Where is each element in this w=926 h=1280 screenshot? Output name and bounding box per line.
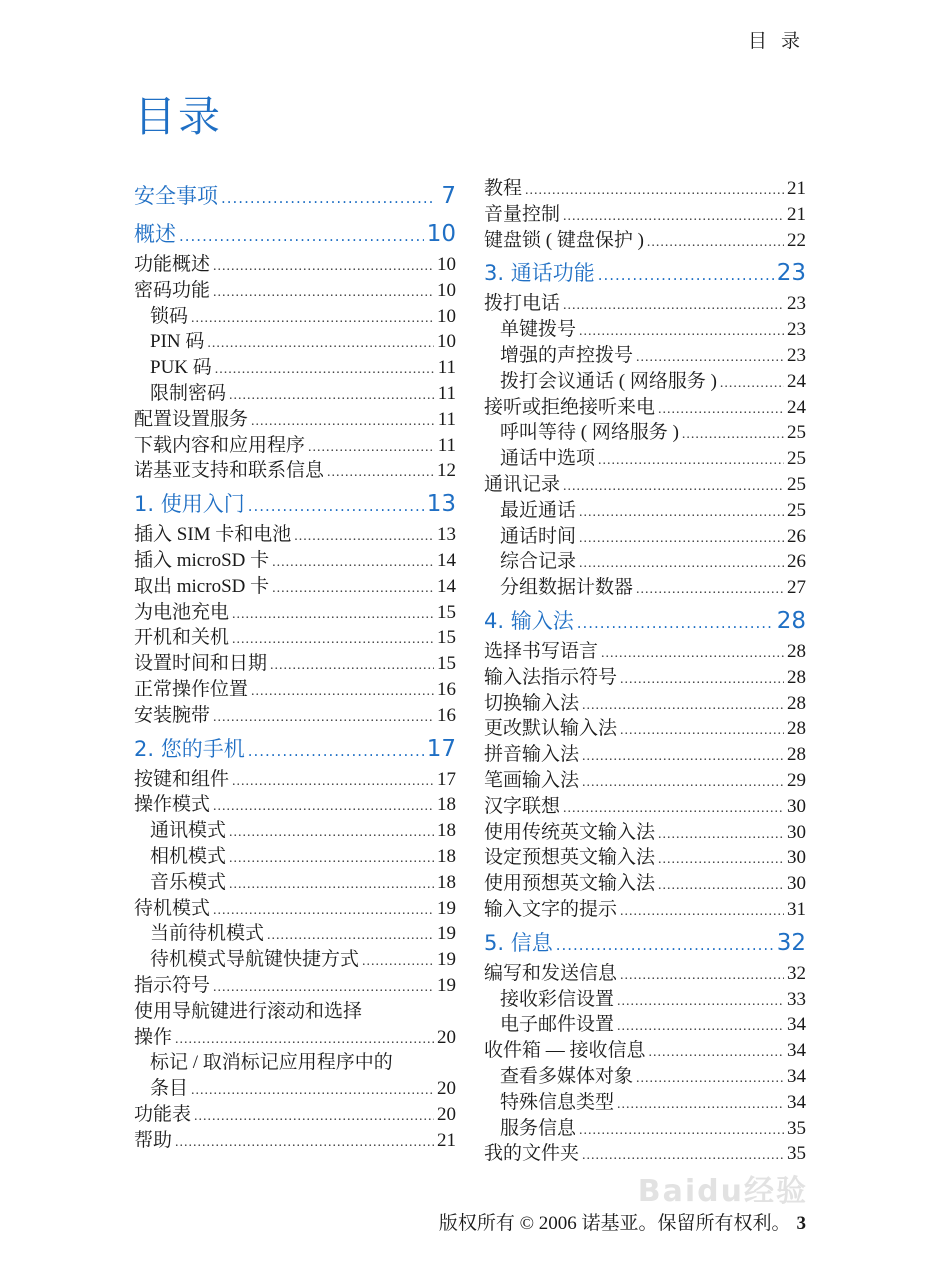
entry-title: 音乐模式: [150, 871, 227, 893]
toc-entry[interactable]: [134, 896, 456, 922]
entry-page: 19: [437, 897, 456, 919]
toc-entry[interactable]: [484, 498, 806, 524]
dot-leader: [525, 178, 784, 204]
toc-entry[interactable]: [484, 961, 806, 987]
entry-title: 2. 您的手机: [134, 736, 245, 761]
entry-title: 我的文件夹: [484, 1143, 580, 1165]
dot-leader: [229, 846, 434, 872]
entry-title: 使用预想英文输入法: [484, 873, 656, 895]
toc-entry[interactable]: [484, 742, 806, 768]
entry-title: 收件箱 — 接收信息: [484, 1040, 646, 1062]
page-title: 目录: [134, 92, 223, 141]
dot-leader: [213, 705, 434, 731]
entry-title: 使用导航键进行滚动和选择: [134, 1000, 363, 1022]
toc-entry[interactable]: [484, 524, 806, 550]
toc-entry[interactable]: [484, 228, 806, 254]
toc-entry[interactable]: [134, 1128, 456, 1154]
dot-leader: [294, 524, 434, 550]
entry-page: 23: [787, 293, 806, 315]
dot-leader: [194, 1104, 434, 1130]
toc-entry[interactable]: [134, 600, 456, 626]
toc-entry[interactable]: [484, 768, 806, 794]
entry-title: 更改默认输入法: [484, 718, 618, 740]
entry-title: 通讯记录: [484, 473, 561, 495]
entry-page: 14: [437, 575, 456, 597]
toc-entry[interactable]: [484, 1038, 806, 1064]
dot-leader: [213, 280, 434, 306]
entry-title: 汉字联想: [484, 795, 561, 817]
entry-page: 30: [787, 821, 806, 843]
entry-page: 17: [437, 768, 456, 790]
dot-leader: [308, 435, 435, 461]
toc-entry[interactable]: [134, 999, 456, 1051]
dot-leader: [658, 397, 784, 423]
dot-leader: [248, 733, 424, 769]
dot-leader: [191, 1078, 434, 1104]
dot-leader: [232, 602, 434, 628]
entry-page: 18: [437, 845, 456, 867]
dot-leader: [556, 927, 774, 963]
dot-leader: [636, 345, 784, 371]
dot-leader: [579, 500, 784, 526]
entry-title: 操作模式: [134, 794, 211, 816]
entry-page: 26: [787, 551, 806, 573]
entry-page: 21: [787, 178, 806, 199]
toc-entry[interactable]: [484, 987, 806, 1013]
dot-leader: [229, 820, 434, 846]
toc-entry[interactable]: [484, 871, 806, 897]
toc-entry[interactable]: [484, 691, 806, 717]
entry-page: 28: [776, 607, 806, 634]
entry-title: 相机模式: [150, 845, 227, 867]
dot-leader: [579, 551, 784, 577]
entry-title: 接听或拒绝接听来电: [484, 396, 656, 418]
dot-leader: [636, 1066, 784, 1092]
entry-title: 教程: [484, 178, 523, 199]
dot-leader: [720, 371, 784, 397]
entry-title: 音量控制: [484, 203, 561, 225]
entry-page: 11: [437, 434, 456, 456]
entry-page: 24: [787, 370, 806, 392]
toc-entry[interactable]: [134, 522, 456, 548]
entry-page: 20: [437, 1103, 456, 1125]
dot-leader: [620, 667, 784, 693]
entry-title-cont: 条目: [150, 1078, 189, 1100]
entry-title: 5. 信息: [484, 930, 553, 955]
entry-page: 27: [787, 577, 806, 599]
toc-entry[interactable]: [484, 1090, 806, 1116]
entry-page: 30: [787, 873, 806, 895]
entry-page: 28: [787, 718, 806, 740]
dot-leader: [272, 550, 434, 576]
dot-leader: [658, 873, 784, 899]
toc-entry[interactable]: [484, 202, 806, 228]
dot-leader: [617, 1092, 784, 1118]
toc-section[interactable]: [134, 216, 456, 252]
entry-page: 34: [787, 1091, 806, 1113]
toc-entry[interactable]: [134, 329, 456, 355]
toc-entry[interactable]: [484, 897, 806, 923]
toc-entry[interactable]: [134, 458, 456, 484]
dot-leader: [649, 1040, 784, 1066]
entry-title: 为电池充电: [134, 601, 230, 623]
toc-entry[interactable]: [484, 317, 806, 343]
dot-leader: [215, 357, 435, 383]
entry-page: 30: [787, 795, 806, 817]
entry-title: 使用传统英文输入法: [484, 821, 656, 843]
dot-leader: [563, 204, 784, 230]
entry-title: 设置时间和日期: [134, 653, 268, 675]
entry-page: 13: [426, 491, 456, 518]
toc-entry[interactable]: [484, 472, 806, 498]
entry-title: 拼音输入法: [484, 744, 580, 766]
entry-title: 正常操作位置: [134, 678, 249, 700]
entry-page: 25: [787, 473, 806, 495]
entry-title: 功能概述: [134, 254, 211, 275]
entry-title: 当前待机模式: [150, 923, 265, 945]
dot-leader: [229, 872, 434, 898]
entry-title: 安装腕带: [134, 704, 211, 726]
entry-title: 1. 使用入门: [134, 492, 245, 517]
toc-entry[interactable]: [484, 665, 806, 691]
entry-title: 拨打会议通话 ( 网络服务 ): [500, 370, 717, 392]
toc-entry[interactable]: [484, 291, 806, 317]
dot-leader: [248, 488, 424, 524]
toc-entry[interactable]: [484, 395, 806, 421]
entry-title: 标记 / 取消标记应用程序中的: [150, 1052, 393, 1074]
toc-entry[interactable]: [484, 420, 806, 446]
dot-leader: [267, 923, 434, 949]
entry-page: 18: [437, 820, 456, 842]
toc-entry[interactable]: [484, 1064, 806, 1090]
entry-title: 指示符号: [134, 974, 211, 996]
dot-leader: [579, 319, 784, 345]
toc-entry[interactable]: [484, 716, 806, 742]
toc-entry[interactable]: [484, 549, 806, 575]
toc-entry[interactable]: [484, 575, 806, 601]
toc-entry[interactable]: [484, 1012, 806, 1038]
dot-leader: [213, 898, 434, 924]
toc-entry[interactable]: [134, 703, 456, 729]
entry-page: 25: [787, 499, 806, 521]
entry-title: 选择书写语言: [484, 640, 599, 662]
entry-page: 19: [437, 923, 456, 945]
entry-title: 增强的声控拨号: [500, 344, 634, 366]
entry-page: 30: [787, 847, 806, 869]
toc-entry[interactable]: [484, 845, 806, 871]
entry-title: 通讯模式: [150, 820, 227, 842]
dot-leader: [327, 460, 434, 486]
dot-leader: [617, 1014, 784, 1040]
entry-title: 锁码: [150, 305, 189, 327]
toc-entry[interactable]: [134, 677, 456, 703]
toc-entry[interactable]: [134, 767, 456, 793]
entry-page: 31: [787, 898, 806, 920]
dot-leader: [658, 847, 784, 873]
toc-entry[interactable]: [134, 548, 456, 574]
entry-title: 诺基亚支持和联系信息: [134, 460, 325, 482]
dot-leader: [579, 526, 784, 552]
entry-title: 通话中选项: [500, 448, 596, 470]
entry-page: 33: [787, 988, 806, 1010]
entry-page: 21: [437, 1129, 456, 1151]
entry-title: 呼叫等待 ( 网络服务 ): [500, 422, 679, 444]
entry-page: 25: [787, 422, 806, 444]
entry-title: 接收彩信设置: [500, 988, 615, 1010]
baidu-watermark: Baidu经验: [637, 1174, 808, 1209]
dot-leader: [213, 794, 434, 820]
toc-entry[interactable]: [134, 870, 456, 896]
entry-title: 插入 microSD 卡: [134, 549, 270, 571]
entry-page: 10: [437, 331, 456, 353]
dot-leader: [251, 679, 434, 705]
toc-entry[interactable]: [134, 381, 456, 407]
toc-entry[interactable]: [484, 794, 806, 820]
entry-page: 14: [437, 549, 456, 571]
toc-right-column: [484, 176, 806, 1167]
entry-title: 查看多媒体对象: [500, 1065, 634, 1087]
toc-entry[interactable]: [484, 446, 806, 472]
dot-leader: [221, 180, 435, 216]
toc-entry[interactable]: [484, 369, 806, 395]
dot-leader: [620, 718, 784, 744]
entry-title: 按键和组件: [134, 768, 230, 790]
entry-page: 19: [437, 949, 456, 971]
page-footer: [439, 1208, 806, 1235]
entry-page: 13: [437, 524, 456, 546]
toc-left-column: [134, 176, 456, 1154]
dot-leader: [647, 230, 784, 256]
entry-title: 单键拨号: [500, 319, 577, 341]
dot-leader: [270, 653, 434, 679]
page-number: 3: [796, 1213, 806, 1234]
entry-page: 10: [426, 221, 456, 247]
entry-page: 15: [437, 653, 456, 675]
entry-page: 15: [437, 601, 456, 623]
entry-page: 18: [437, 794, 456, 816]
dot-leader: [620, 899, 784, 925]
dot-leader: [175, 1027, 434, 1053]
dot-leader: [251, 409, 435, 435]
entry-title: 取出 microSD 卡: [134, 575, 270, 597]
toc-section[interactable]: [134, 486, 456, 522]
entry-title: 4. 输入法: [484, 608, 574, 633]
toc-entry[interactable]: [134, 252, 456, 278]
entry-page: 16: [437, 678, 456, 700]
entry-page: 21: [787, 203, 806, 225]
entry-title: 限制密码: [150, 382, 227, 404]
dot-leader: [179, 218, 424, 254]
dot-leader: [598, 448, 784, 474]
entry-page: 11: [437, 382, 456, 404]
entry-title: 输入文字的提示: [484, 898, 618, 920]
entry-page: 35: [787, 1143, 806, 1165]
entry-title: 功能表: [134, 1103, 192, 1125]
entry-title: PUK 码: [150, 357, 212, 379]
entry-page: 25: [787, 448, 806, 470]
entry-title: 设定预想英文输入法: [484, 847, 656, 869]
dot-leader: [232, 769, 434, 795]
toc-entry[interactable]: [134, 844, 456, 870]
entry-page: 32: [776, 929, 806, 956]
entry-page: 16: [437, 704, 456, 726]
dot-leader: [213, 254, 434, 280]
toc-entry[interactable]: [134, 921, 456, 947]
entry-page: 10: [437, 305, 456, 327]
dot-leader: [598, 257, 774, 293]
entry-page: 23: [787, 319, 806, 341]
toc-entry[interactable]: [484, 1141, 806, 1167]
entry-title-cont: 操作: [134, 1026, 173, 1048]
entry-page: 29: [787, 769, 806, 791]
entry-page: 11: [437, 408, 456, 430]
dot-leader: [213, 975, 434, 1001]
entry-title: 下载内容和应用程序: [134, 434, 306, 456]
entry-title: 帮助: [134, 1129, 173, 1151]
entry-title: 待机模式导航键快捷方式: [150, 949, 360, 971]
entry-page: 7: [441, 183, 456, 209]
toc-section[interactable]: [484, 603, 806, 639]
toc-entry[interactable]: [134, 947, 456, 973]
toc-entry[interactable]: [134, 1050, 456, 1102]
toc-entry[interactable]: [134, 433, 456, 459]
entry-title: 输入法指示符号: [484, 666, 618, 688]
toc-entry[interactable]: [484, 820, 806, 846]
toc-section[interactable]: [134, 731, 456, 767]
entry-title: PIN 码: [150, 331, 205, 353]
entry-page: 26: [787, 525, 806, 547]
dot-leader: [563, 293, 784, 319]
entry-title: 3. 通话功能: [484, 261, 595, 286]
dot-leader: [563, 796, 784, 822]
entry-title: 特殊信息类型: [500, 1091, 615, 1113]
entry-page: 20: [437, 1026, 456, 1048]
dot-leader: [232, 627, 434, 653]
dot-leader: [579, 1118, 784, 1144]
toc-entry[interactable]: [134, 407, 456, 433]
entry-page: 23: [787, 344, 806, 366]
toc-entry[interactable]: [484, 1116, 806, 1142]
entry-title: 拨打电话: [484, 293, 561, 315]
entry-title: 笔画输入法: [484, 769, 580, 791]
toc-section[interactable]: [484, 255, 806, 291]
entry-title: 键盘锁 ( 键盘保护 ): [484, 229, 644, 251]
toc-entry[interactable]: [134, 818, 456, 844]
entry-title: 最近通话: [500, 499, 577, 521]
entry-page: 28: [787, 692, 806, 714]
entry-title: 综合记录: [500, 551, 577, 573]
entry-title: 分组数据计数器: [500, 577, 634, 599]
dot-leader: [207, 331, 434, 357]
dot-leader: [601, 641, 784, 667]
dot-leader: [617, 989, 784, 1015]
dot-leader: [191, 306, 434, 332]
toc-entry[interactable]: [134, 304, 456, 330]
entry-title: 切换输入法: [484, 692, 580, 714]
entry-title: 编写和发送信息: [484, 962, 618, 984]
entry-page: 34: [787, 1040, 806, 1062]
entry-page: 28: [787, 666, 806, 688]
dot-leader: [229, 383, 435, 409]
toc-section[interactable]: [134, 178, 456, 214]
entry-page: 10: [437, 254, 456, 275]
entry-page: 28: [787, 640, 806, 662]
toc-entry[interactable]: [134, 625, 456, 651]
toc-entry[interactable]: [134, 792, 456, 818]
toc-entry[interactable]: [484, 639, 806, 665]
entry-title: 安全事项: [134, 184, 218, 208]
entry-page: 32: [787, 962, 806, 984]
toc-entry[interactable]: [484, 176, 806, 202]
entry-title: 概述: [134, 222, 176, 246]
entry-title: 待机模式: [134, 897, 211, 919]
entry-page: 22: [787, 229, 806, 251]
dot-leader: [362, 949, 434, 975]
toc-section[interactable]: [484, 925, 806, 961]
entry-page: 19: [437, 974, 456, 996]
dot-leader: [563, 474, 784, 500]
dot-leader: [582, 693, 784, 719]
entry-page: 34: [787, 1014, 806, 1036]
entry-page: 10: [437, 279, 456, 301]
dot-leader: [577, 605, 774, 641]
toc-entry[interactable]: [134, 355, 456, 381]
dot-leader: [175, 1130, 434, 1156]
dot-leader: [582, 744, 784, 770]
toc-entry[interactable]: [134, 1102, 456, 1128]
toc-entry[interactable]: [134, 574, 456, 600]
copyright-text: 版权所有 © 2006 诺基亚。保留所有权利。: [438, 1213, 791, 1234]
toc-entry[interactable]: [134, 278, 456, 304]
entry-page: 15: [437, 627, 456, 649]
entry-title: 密码功能: [134, 279, 211, 301]
entry-page: 34: [787, 1065, 806, 1087]
entry-page: 20: [437, 1078, 456, 1100]
dot-leader: [620, 963, 784, 989]
running-header: 目 录: [747, 30, 804, 52]
entry-page: 11: [437, 357, 456, 379]
entry-page: 17: [426, 735, 456, 762]
toc-entry[interactable]: [484, 343, 806, 369]
entry-page: 18: [437, 871, 456, 893]
entry-title: 开机和关机: [134, 627, 230, 649]
dot-leader: [582, 770, 784, 796]
dot-leader: [682, 422, 784, 448]
entry-page: 12: [437, 460, 456, 482]
entry-page: 24: [787, 396, 806, 418]
entry-title: 通话时间: [500, 525, 577, 547]
entry-title: 插入 SIM 卡和电池: [134, 524, 292, 546]
entry-page: 35: [787, 1117, 806, 1139]
dot-leader: [636, 577, 784, 603]
toc-entry[interactable]: [134, 651, 456, 677]
entry-page: 28: [787, 744, 806, 766]
dot-leader: [272, 576, 434, 602]
entry-title: 电子邮件设置: [500, 1014, 615, 1036]
dot-leader: [658, 822, 784, 848]
toc-entry[interactable]: [134, 973, 456, 999]
entry-title: 服务信息: [500, 1117, 577, 1139]
entry-page: 23: [776, 260, 806, 287]
entry-title: 配置设置服务: [134, 408, 249, 430]
